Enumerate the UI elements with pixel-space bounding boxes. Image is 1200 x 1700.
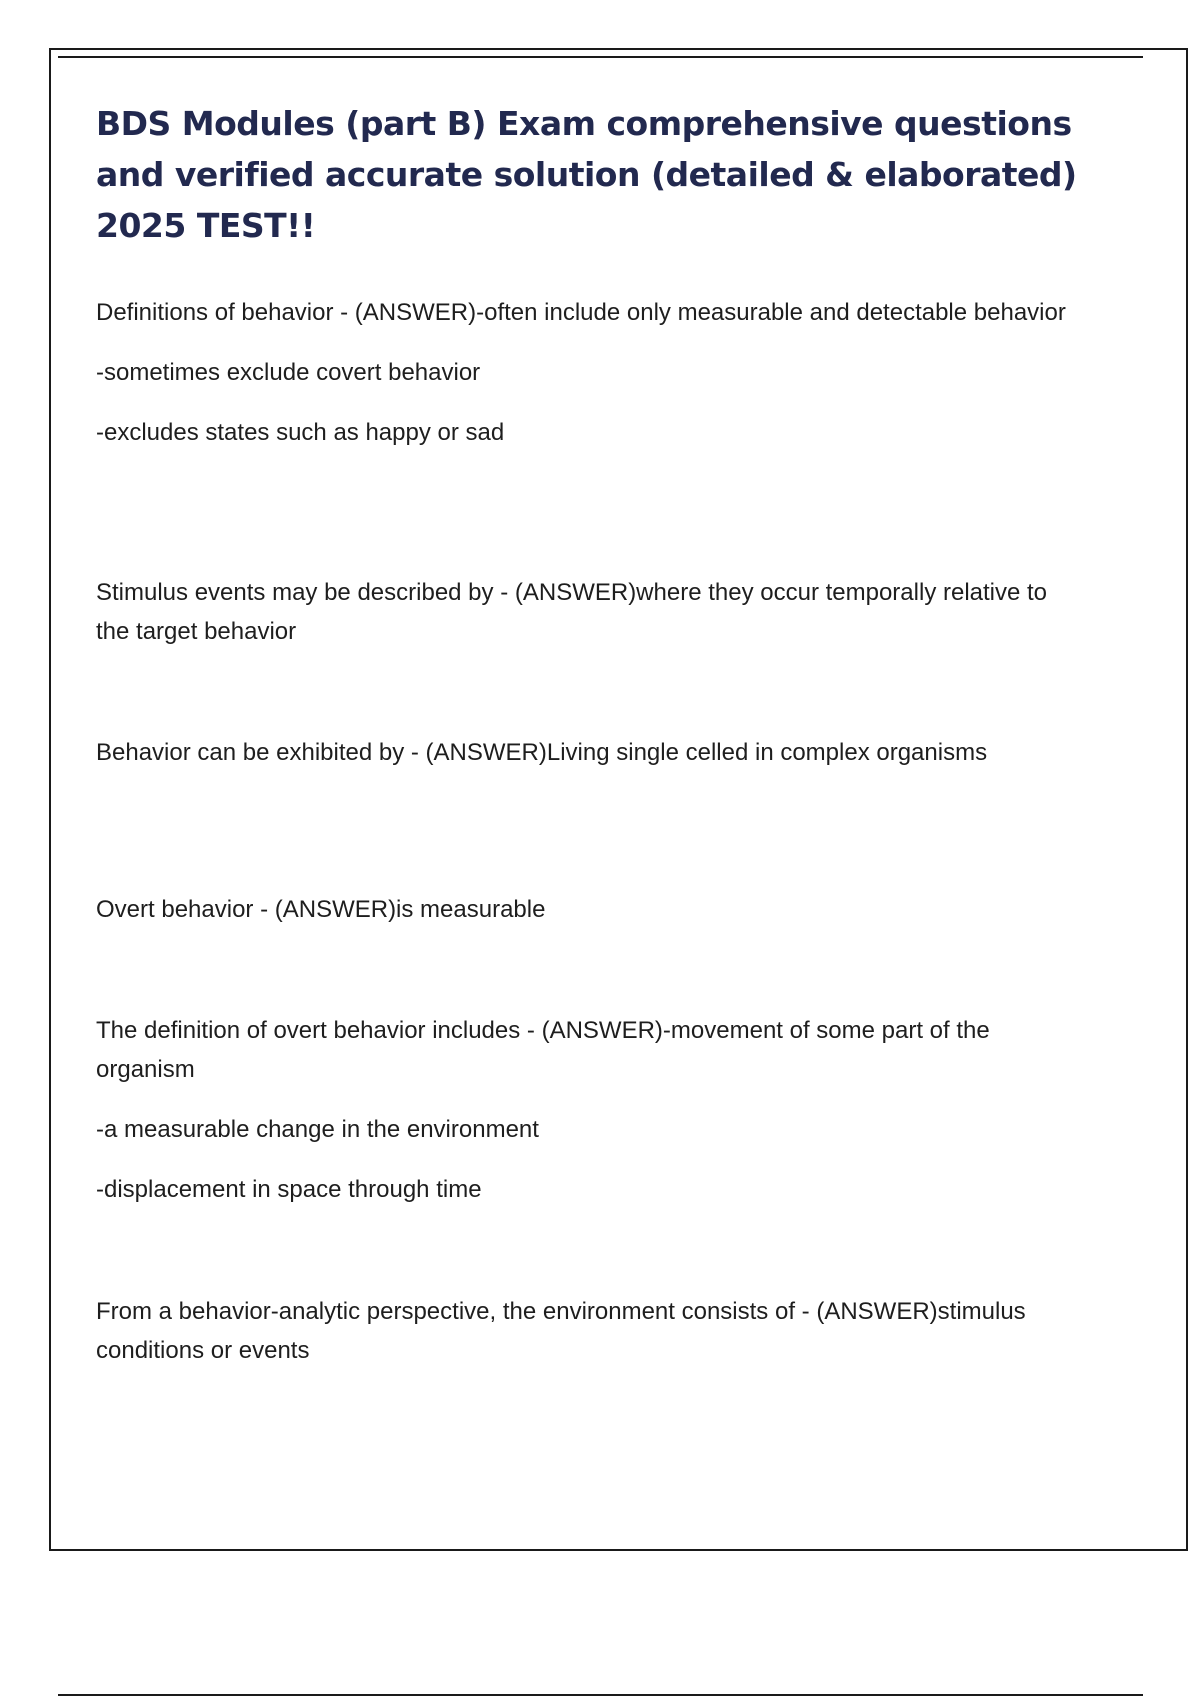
question-text: Stimulus events may be described by - — [96, 579, 515, 606]
qa-entry-definitions-of-behavior — [96, 293, 1086, 452]
qa-entry-stimulus-events — [96, 573, 1086, 651]
qa-entry-environment — [96, 1292, 1086, 1370]
qa-entry-overt-behavior-definition — [96, 1011, 1086, 1209]
answer-extra-line: -a measurable change in the environment — [96, 1116, 539, 1143]
document-title: BDS Modules (part B) Exam comprehensive questions and verified accurate solution (detailed & elaborated) 2025 TEST!! — [96, 104, 1077, 245]
qa-text — [96, 1292, 1086, 1370]
answer-text: (ANSWER)is measurable — [274, 896, 546, 923]
bottom-rule — [58, 1694, 1143, 1696]
qa-entry-overt-behavior — [96, 890, 1086, 929]
question-text: The definition of overt behavior includes - — [96, 1017, 542, 1044]
answer-text: (ANSWER)where they occur temporally relative to the target behavior — [96, 579, 1048, 645]
top-rule — [58, 56, 1143, 58]
qa-text — [96, 733, 1086, 772]
answer-extra-line: -sometimes exclude covert behavior — [96, 359, 481, 386]
answer-text: (ANSWER)Living single celled in complex organisms — [425, 739, 988, 766]
qa-text — [96, 573, 1086, 651]
question-text: Overt behavior - — [96, 896, 275, 923]
qa-entry-behavior-exhibited-by — [96, 733, 1086, 772]
qa-text — [96, 293, 1086, 332]
qa-text — [96, 1011, 1086, 1089]
answer-extra-line: -excludes states such as happy or sad — [96, 419, 505, 446]
answer-text: (ANSWER)-often include only measurable and detectable behavior — [354, 299, 1066, 326]
qa-text — [96, 890, 1086, 929]
answer-text: (ANSWER)stimulus conditions or events — [96, 1298, 1026, 1364]
question-text: Definitions of behavior - — [96, 299, 355, 326]
question-text: Behavior can be exhibited by - — [96, 739, 426, 766]
answer-text: (ANSWER)-movement of some part of the organism — [96, 1017, 990, 1083]
answer-extra-line: -displacement in space through time — [96, 1176, 482, 1203]
question-text: From a behavior-analytic perspective, the environment consists of - — [96, 1298, 817, 1325]
